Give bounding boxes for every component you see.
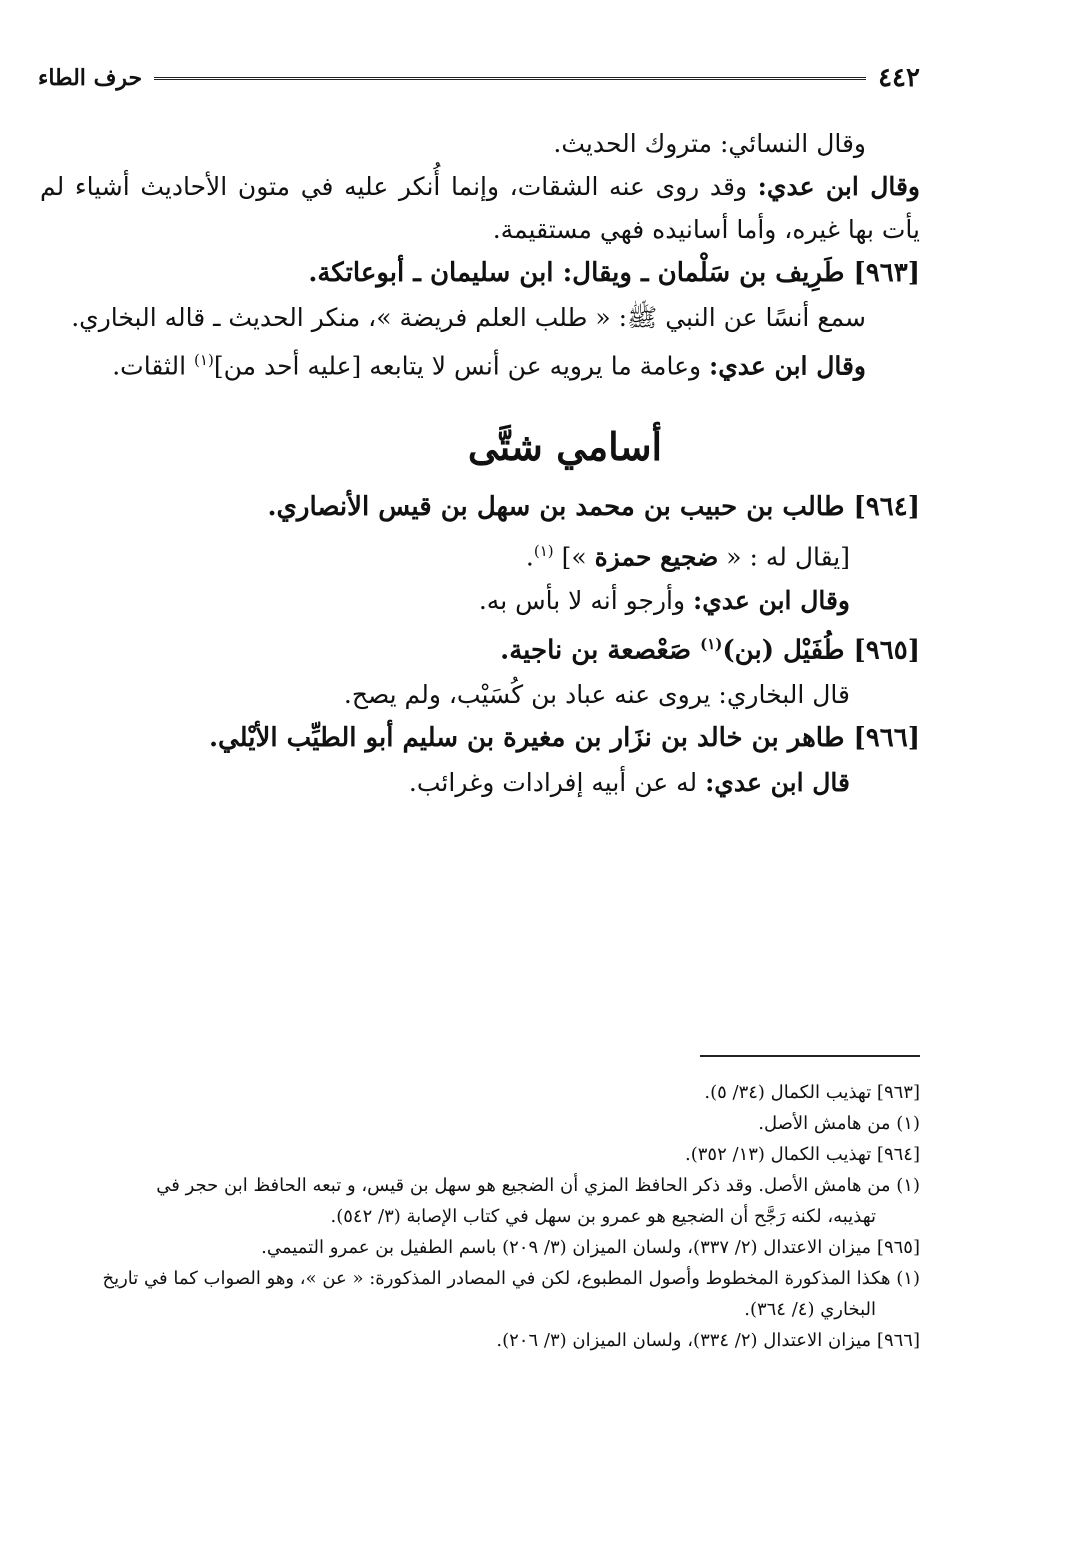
paragraph (40, 530, 920, 578)
entry-963-title: [٩٦٣] طَرِيف بن سَلْمان ـ ويقال: ابن سليمان ـ أبوعاتكة. (308, 258, 920, 288)
footnote (40, 1170, 920, 1232)
footnote: [٩٦٤] تهذيب الكمال (١٣/ ٣٥٢). (685, 1144, 920, 1165)
section-heading: أسامي شتَّى (467, 424, 663, 470)
entry-966-title: [٩٦٦] طاهر بن خالد بن نزَار بن مغيرة بن سليم أبو الطيِّب الأيْلي. (208, 723, 920, 754)
paragraph: قال البخاري: يروى عنه عباد بن كُسَيْب، ولم يصح. (343, 680, 850, 710)
footnote: (١) من هامش الأصل. (758, 1113, 920, 1134)
quote-text: وقد روى عنه الشقات، وإنما أُنكر عليه في متون الأحاديث أشياء لم يأت بها غيره، وأما أسانيده فهي مستقيمة. (40, 172, 920, 244)
quote-text: له عن أبيه إفرادات وغرائب. (408, 768, 706, 798)
paragraph (40, 165, 920, 251)
page-number: ٤٤٢ (878, 63, 920, 93)
text: [يقال له : « (718, 542, 850, 572)
paragraph: وقال النسائي: متروك الحديث. (553, 129, 866, 158)
text-bold: ضجيع حمزة (594, 542, 719, 572)
paragraph (40, 579, 920, 622)
quote-label: وقال ابن عدي: (757, 172, 920, 201)
main-text (40, 122, 920, 804)
footnote: [٩٦٦] ميزان الاعتدال (٢/ ٣٣٤)، ولسان الميزان (٣/ ٢٠٦). (496, 1330, 920, 1351)
header-rule (154, 77, 866, 80)
quote-label: وقال ابن عدي: (693, 585, 850, 615)
page-header (38, 58, 920, 98)
entry-text: [٩٦٥] طُفَيْل (بن) (722, 635, 920, 666)
entry-964-title: [٩٦٤] طالب بن حبيب بن محمد بن سهل بن قيس الأنصاري. (267, 492, 920, 523)
footnote-divider (700, 1055, 920, 1057)
quote-label: قال ابن عدي: (705, 768, 850, 798)
footnote-ref: (١) (700, 634, 723, 653)
footnote: [٩٦٥] ميزان الاعتدال (٢/ ٣٣٧)، ولسان الميزان (٣/ ٢٠٩) باسم الطفيل بن عمرو التميمي. (261, 1237, 920, 1258)
paragraph (40, 761, 920, 804)
quote-text: الثقات. (112, 351, 195, 381)
paragraph (40, 339, 920, 387)
quote-text: وعامة ما يرويه عن أنس لا يتابعه [عليه أحد من] (213, 351, 710, 381)
entry-text: صَعْصعة بن ناجية. (500, 635, 701, 666)
footnotes (40, 1077, 920, 1356)
text: . (525, 542, 534, 572)
quote-label: وقال ابن عدي: (709, 351, 866, 381)
text: »] (553, 542, 595, 572)
section-title: حرف الطاء (38, 65, 143, 91)
footnote: [٩٦٣] تهذيب الكمال (٣٤/ ٥). (704, 1082, 920, 1103)
quote-text: وأرجو أنه لا بأس به. (478, 585, 694, 615)
footnote-continuation: البخاري (٤/ ٣٦٤). (744, 1299, 876, 1320)
paragraph: سمع أنسًا عن النبي ﷺ: « طلب العلم فريضة »، منكر الحديث ـ قاله البخاري. (71, 303, 866, 332)
footnote-ref: (١) (194, 351, 214, 369)
footnote-text: (١) من هامش الأصل. وقد ذكر الحافظ المزي أن الضجيع هو سهل بن قيس، و تبعه الحافظ ابن حجر في (156, 1175, 920, 1196)
footnote-ref: (١) (533, 542, 554, 561)
footnote-continuation: تهذيبه، لكنه رَجَّح أن الضجيع هو عمرو بن سهل في كتاب الإصابة (٣/ ٥٤٢). (330, 1206, 876, 1227)
entry-965-title (40, 622, 920, 674)
footnote-text: (١) هكذا المذكورة المخطوط وأصول المطبوع، لكن في المصادر المذكورة: « عن »، وهو الصواب كما في تاريخ (102, 1268, 920, 1289)
footnote (40, 1263, 920, 1325)
